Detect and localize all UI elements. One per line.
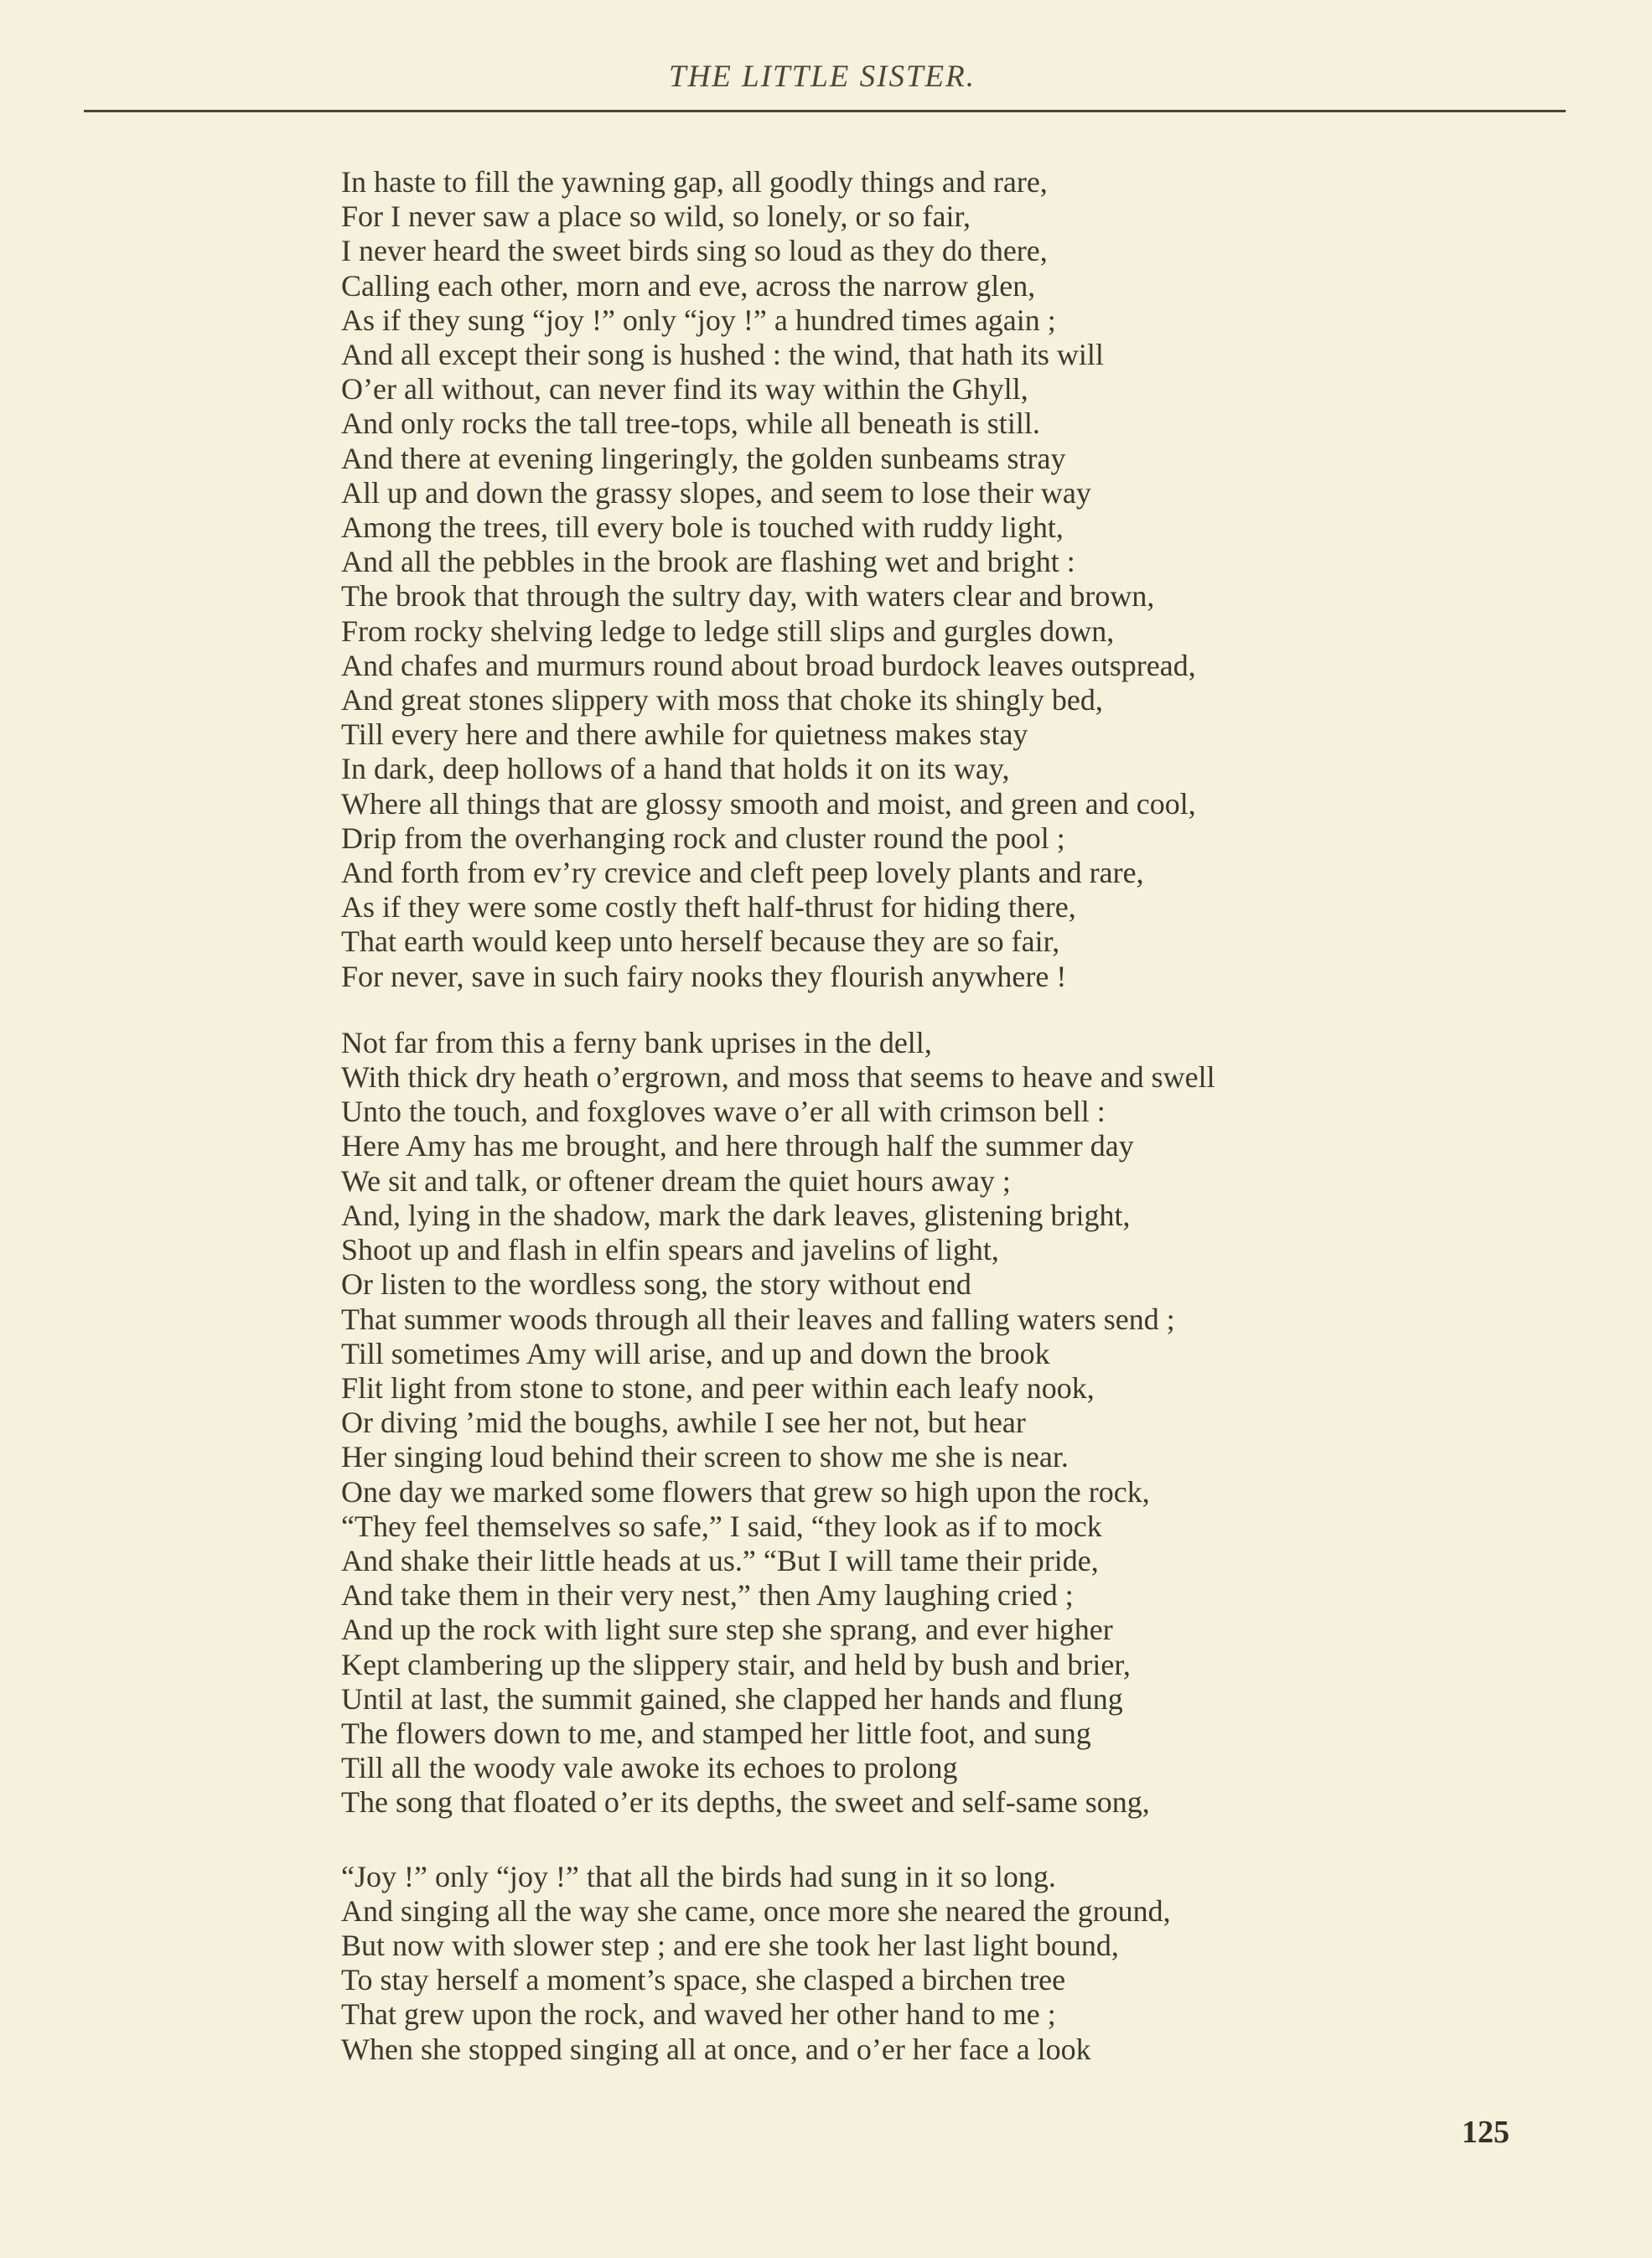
verse-line: Till sometimes Amy will arise, and up and down the brook xyxy=(341,1336,1050,1370)
verse-line: And chafes and murmurs round about broad burdock leaves outspread, xyxy=(341,648,1196,682)
verse-line: In dark, deep hollows of a hand that holds it on its way, xyxy=(341,752,1010,786)
verse-line: And forth from ev’ry crevice and cleft peep lovely plants and rare, xyxy=(341,856,1144,890)
verse-line: And, lying in the shadow, mark the dark leaves, glistening bright, xyxy=(341,1198,1131,1232)
verse-line: Until at last, the summit gained, she clapped her hands and flung xyxy=(341,1681,1123,1716)
verse-line: And all the pebbles in the brook are flashing wet and bright : xyxy=(341,545,1075,579)
verse-line: That summer woods through all their leaves and falling waters send ; xyxy=(341,1302,1175,1336)
verse-line: And singing all the way she came, once more she neared the ground, xyxy=(341,1893,1171,1928)
verse-line: In haste to fill the yawning gap, all goodly things and rare, xyxy=(341,165,1048,199)
verse-line: For I never saw a place so wild, so lonely, or so fair, xyxy=(341,199,971,234)
verse-line: And great stones slippery with moss that choke its shingly bed, xyxy=(341,683,1103,717)
verse-line: Kept clambering up the slippery stair, and held by bush and brier, xyxy=(341,1647,1131,1681)
stanza xyxy=(341,165,1215,994)
verse-line: To stay herself a moment’s space, she clasped a birchen tree xyxy=(341,1963,1066,1997)
verse-line: And only rocks the tall tree-tops, while all beneath is still. xyxy=(341,407,1040,441)
verse-line: Flit light from stone to stone, and peer within each leafy nook, xyxy=(341,1370,1095,1405)
verse-line: The song that floated o’er its depths, the sweet and self-same song, xyxy=(341,1785,1150,1820)
poem-body xyxy=(341,165,1215,2067)
verse-line: As if they sung “joy !” only “joy !” a hundred times again ; xyxy=(341,303,1056,337)
verse-line: From rocky shelving ledge to ledge still slips and gurgles down, xyxy=(341,614,1115,648)
verse-line: O’er all without, can never find its way within the Ghyll, xyxy=(341,372,1028,407)
verse-line: And shake their little heads at us.” “But I will tame their pride, xyxy=(341,1543,1099,1577)
page-number: 125 xyxy=(1462,2115,1510,2150)
verse-line: Where all things that are glossy smooth and moist, and green and cool, xyxy=(341,786,1196,821)
verse-line: For never, save in such fairy nooks they flourish anywhere ! xyxy=(341,959,1067,993)
verse-line: With thick dry heath o’ergrown, and moss that seems to heave and swell xyxy=(341,1060,1215,1095)
verse-line: Or listen to the wordless song, the story without end xyxy=(341,1267,971,1302)
verse-line: “Joy !” only “joy !” that all the birds had sung in it so long. xyxy=(341,1859,1056,1893)
verse-line: And up the rock with light sure step she sprang, and ever higher xyxy=(341,1613,1113,1647)
verse-line: That earth would keep unto herself because they are so fair, xyxy=(341,924,1060,959)
verse-line: Not far from this a ferny bank uprises in the dell, xyxy=(341,1025,932,1059)
running-title: THE LITTLE SISTER. xyxy=(669,60,976,94)
verse-line: One day we marked some flowers that grew so high upon the rock, xyxy=(341,1474,1150,1509)
verse-line: I never heard the sweet birds sing so loud as they do there, xyxy=(341,234,1048,268)
verse-line: Among the trees, till every bole is touched with ruddy light, xyxy=(341,510,1064,545)
verse-line: Shoot up and flash in elfin spears and javelins of light, xyxy=(341,1233,999,1267)
verse-line: That grew upon the rock, and waved her other hand to me ; xyxy=(341,1997,1056,2032)
verse-line: And all except their song is hushed : the wind, that hath its will xyxy=(341,338,1104,372)
header-rule xyxy=(84,110,1566,112)
verse-line: And there at evening lingeringly, the golden sunbeams stray xyxy=(341,441,1066,475)
verse-line: But now with slower step ; and ere she took her last light bound, xyxy=(341,1928,1119,1962)
verse-line: Here Amy has me brought, and here through half the summer day xyxy=(341,1129,1134,1163)
verse-line: As if they were some costly theft half-thrust for hiding there, xyxy=(341,890,1076,924)
verse-line: The flowers down to me, and stamped her little foot, and sung xyxy=(341,1716,1091,1750)
verse-line: All up and down the grassy slopes, and seem to lose their way xyxy=(341,475,1091,510)
verse-line: We sit and talk, or oftener dream the quiet hours away ; xyxy=(341,1163,1011,1198)
verse-line: “They feel themselves so safe,” I said, “they look as if to mock xyxy=(341,1509,1102,1543)
verse-line: Till every here and there awhile for quietness makes stay xyxy=(341,717,1028,752)
stanza xyxy=(341,1026,1215,1820)
stanza xyxy=(341,1860,1215,2067)
verse-line: Unto the touch, and foxgloves wave o’er all with crimson bell : xyxy=(341,1095,1106,1129)
verse-line: Calling each other, morn and eve, across the narrow glen, xyxy=(341,268,1036,303)
verse-line: The brook that through the sultry day, with waters clear and brown, xyxy=(341,579,1155,614)
verse-line: When she stopped singing all at once, and o’er her face a look xyxy=(341,2032,1091,2066)
verse-line: Drip from the overhanging rock and cluster round the pool ; xyxy=(341,821,1065,855)
verse-line: Her singing loud behind their screen to show me she is near. xyxy=(341,1440,1069,1474)
verse-line: And take them in their very nest,” then Amy laughing cried ; xyxy=(341,1578,1074,1613)
verse-line: Till all the woody vale awoke its echoes to prolong xyxy=(341,1751,958,1785)
verse-line: Or diving ’mid the boughs, awhile I see her not, but hear xyxy=(341,1406,1026,1440)
